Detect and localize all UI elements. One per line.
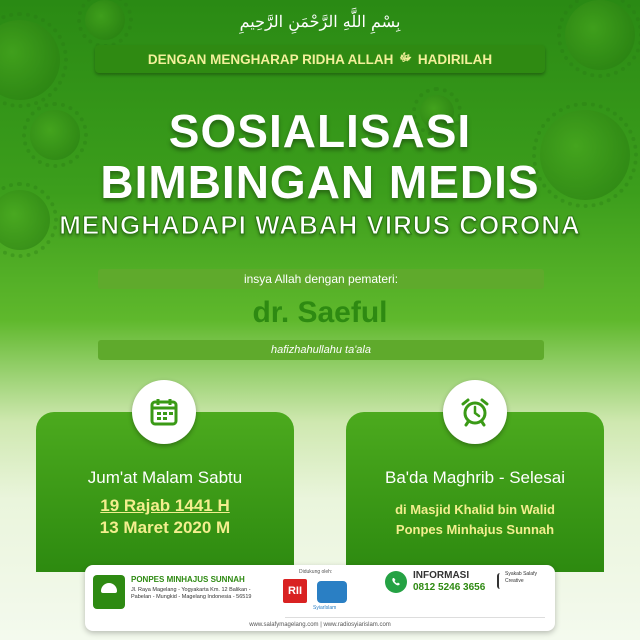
bismillah-calligraphy: بِسْمِ اللَّهِ الرَّحْمَنِ الرَّحِيمِ [239,12,401,31]
speaker-name: dr. Saeful [252,296,388,329]
creative-logo [497,573,505,589]
title-line-1: SOSIALISASI [168,105,472,157]
syiar-islam-logo [317,581,347,603]
speaker-intro: insya Allah dengan pemateri: [243,272,399,286]
virus-decoration [0,20,60,100]
alarm-clock-icon [443,380,507,444]
phone-number: 0812 5246 3656 [413,582,486,593]
syiar-islam-label: SyiarIslam [313,605,337,611]
org-address: Jl. Raya Magelang - Yogyakarta Km. 12 Balikan - Pabelan - Mungkid - Magelang Indonesia - 56519 [131,587,252,600]
rii-logo: RII [283,579,307,603]
swt-calligraphy: ﷻ [399,51,412,64]
footer-divider [285,617,545,618]
speaker-honorific: hafizhahullahu ta'ala [271,344,371,356]
footer-panel [85,565,555,631]
venue-line-1: di Masjid Khalid bin Walid [395,502,555,517]
info-label: INFORMASI [413,570,470,581]
date-gregorian: 13 Maret 2020 M [99,518,231,537]
supported-by-label: Didukung oleh: [299,569,333,575]
speaker-intro-bar [98,269,544,289]
ribbon-left-text: DENGAN MENGHARAP RIDHA ALLAH [147,51,394,67]
header-ribbon [95,45,545,73]
date-day: Jum'at Malam Sabtu [87,468,243,487]
creative-label: Syakab Salafy Creative [505,571,537,584]
date-hijri: 19 Rajab 1441 H [100,496,230,515]
speaker-honorific-bar [98,340,544,360]
venue-line-2: Ponpes Minhajus Sunnah [395,522,555,537]
title-line-2: BIMBINGAN MEDIS [100,156,540,208]
calendar-icon [132,380,196,444]
ribbon-right-text: HADIRILAH [417,51,493,67]
ponpes-logo [93,575,125,609]
org-name: PONPES MINHAJUS SUNNAH [131,575,245,584]
website-links: www.salafymagelang.com | www.radiosyiarislam.com [249,622,391,628]
virus-decoration [565,0,635,70]
subtitle: MENGHADAPI WABAH VIRUS CORONA [59,210,581,240]
whatsapp-icon [385,571,407,593]
event-time: Ba'da Maghrib - Selesai [385,468,565,487]
